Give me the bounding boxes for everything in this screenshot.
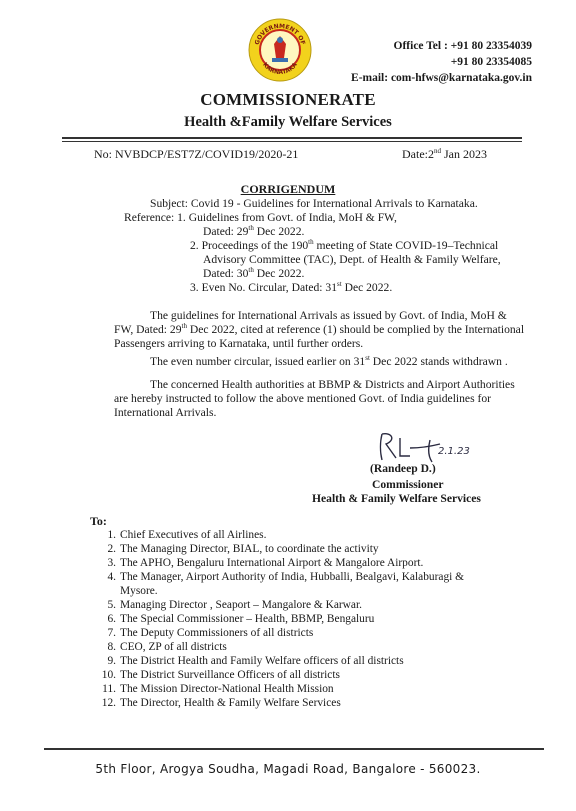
- office-tel-2: +91 80 23354085: [450, 56, 532, 68]
- distribution-item-text: The Deputy Commissioners of all districts: [120, 627, 314, 639]
- footer-divider: [44, 748, 544, 750]
- header-divider-thin: [62, 141, 522, 142]
- distribution-item: [96, 668, 340, 682]
- distribution-item-text: The Manager, Airport Authority of India, Hubballi, Bealgavi, Kalaburagi &: [120, 571, 465, 583]
- footer-address: 5th Floor, Arogya Soudha, Magadi Road, Bangalore - 560023.: [95, 762, 481, 776]
- corrigendum-heading: CORRIGENDUM: [240, 182, 336, 196]
- subject-line: Subject: Covid 19 - Guidelines for International Arrivals to Karnataka.: [150, 197, 478, 210]
- reference-3: 3. Even No. Circular, Dated: 31st Dec 2022.: [190, 280, 393, 294]
- distribution-item-text: The District Surveillance Officers of all districts: [120, 669, 340, 681]
- distribution-item-text: Mysore.: [120, 585, 158, 597]
- distribution-item-number: 2.: [107, 543, 116, 555]
- distribution-item-number: 7.: [107, 627, 116, 639]
- distribution-item: [96, 528, 266, 542]
- distribution-item-number: 1.: [107, 529, 116, 541]
- distribution-item: [96, 556, 423, 570]
- header-divider: [62, 137, 522, 139]
- distribution-item-text: The Mission Director-National Health Mission: [120, 683, 334, 695]
- signature-date: 2.1.23: [438, 446, 470, 457]
- reference-1-date: Dated: 29th Dec 2022.: [203, 224, 305, 238]
- distribution-item: [96, 598, 362, 612]
- distribution-item: [96, 640, 227, 654]
- page-subtitle: Health &Family Welfare Services: [184, 114, 392, 130]
- seal-text-top: GOVERNMENT OF: [253, 22, 307, 46]
- distribution-item-text: CEO, ZP of all districts: [120, 641, 227, 653]
- distribution-item-text: The District Health and Family Welfare officers of all districts: [120, 655, 404, 667]
- distribution-item-number: 11.: [102, 683, 116, 695]
- handwritten-signature: [370, 428, 490, 464]
- distribution-item: [96, 570, 464, 584]
- paragraph-3-line1: The concerned Health authorities at BBMP & Districts and Airport Authorities: [150, 378, 515, 391]
- reference-2-date: Dated: 30th Dec 2022.: [203, 266, 305, 280]
- distribution-item-text: Managing Director , Seaport – Mangalore & Karwar.: [120, 599, 362, 611]
- distribution-item: [96, 626, 313, 640]
- seal-text-bottom: KARNATAKA: [261, 61, 299, 77]
- distribution-item-text: The Managing Director, BIAL, to coordinate the activity: [120, 543, 379, 555]
- paragraph-1-line3: Passengers arriving to Karnataka, until further orders.: [114, 337, 364, 350]
- paragraph-3-line2: are hereby instructed to follow the above mentioned Govt. of India guidelines for: [114, 392, 492, 405]
- distribution-item: [96, 682, 334, 696]
- distribution-item-text: The Special Commissioner – Health, BBMP, Bengaluru: [120, 613, 375, 625]
- distribution-item-number: 10.: [101, 669, 116, 681]
- distribution-item-text: The Director, Health & Family Welfare Services: [120, 697, 341, 709]
- reference-number: No: NVBDCP/EST7Z/COVID19/2020-21: [94, 147, 299, 161]
- document-date: Date:2nd Jan 2023: [402, 147, 487, 161]
- distribution-label: To:: [90, 514, 107, 528]
- distribution-item: [96, 542, 379, 556]
- karnataka-seal-icon: [248, 18, 312, 82]
- signatory-title: Commissioner: [372, 478, 444, 491]
- distribution-item-number: 12.: [101, 697, 116, 709]
- distribution-item-number: 9.: [107, 655, 116, 667]
- distribution-item-number: 5.: [107, 599, 116, 611]
- distribution-item: [96, 612, 374, 626]
- paragraph-2: The even number circular, issued earlier on 31st Dec 2022 stands withdrawn .: [150, 354, 508, 368]
- reference-2-line2: Advisory Committee (TAC), Dept. of Health & Family Welfare,: [203, 253, 501, 266]
- distribution-item-number: 4.: [107, 571, 116, 583]
- distribution-item-text: Chief Executives of all Airlines.: [120, 529, 267, 541]
- office-tel-1: Office Tel : +91 80 23354039: [393, 40, 532, 52]
- distribution-item-number: 3.: [107, 557, 116, 569]
- distribution-item: [96, 654, 404, 668]
- page-title: COMMISSIONERATE: [200, 90, 376, 109]
- reference-1: Reference: 1. Guidelines from Govt. of India, MoH & FW,: [124, 211, 397, 224]
- office-email[interactable]: E-mail: com-hfws@karnataka.gov.in: [351, 72, 532, 84]
- reference-2: 2. Proceedings of the 190th meeting of State COVID-19–Technical: [190, 238, 499, 252]
- distribution-item: [96, 696, 341, 710]
- distribution-item: [96, 584, 158, 598]
- signatory-name: (Randeep D.): [370, 462, 436, 475]
- signatory-department: Health & Family Welfare Services: [312, 492, 481, 505]
- distribution-item-number: 6.: [107, 613, 116, 625]
- distribution-item-number: 8.: [107, 641, 116, 653]
- paragraph-1-line2: FW, Dated: 29th Dec 2022, cited at reference (1) should be complied by the International: [114, 322, 525, 336]
- paragraph-3-line3: International Arrivals.: [114, 406, 217, 419]
- contact-block: [351, 38, 532, 86]
- paragraph-1-line1: The guidelines for International Arrivals as issued by Govt. of India, MoH &: [150, 309, 507, 322]
- distribution-item-text: The APHO, Bengaluru International Airport & Mangalore Airport.: [120, 557, 424, 569]
